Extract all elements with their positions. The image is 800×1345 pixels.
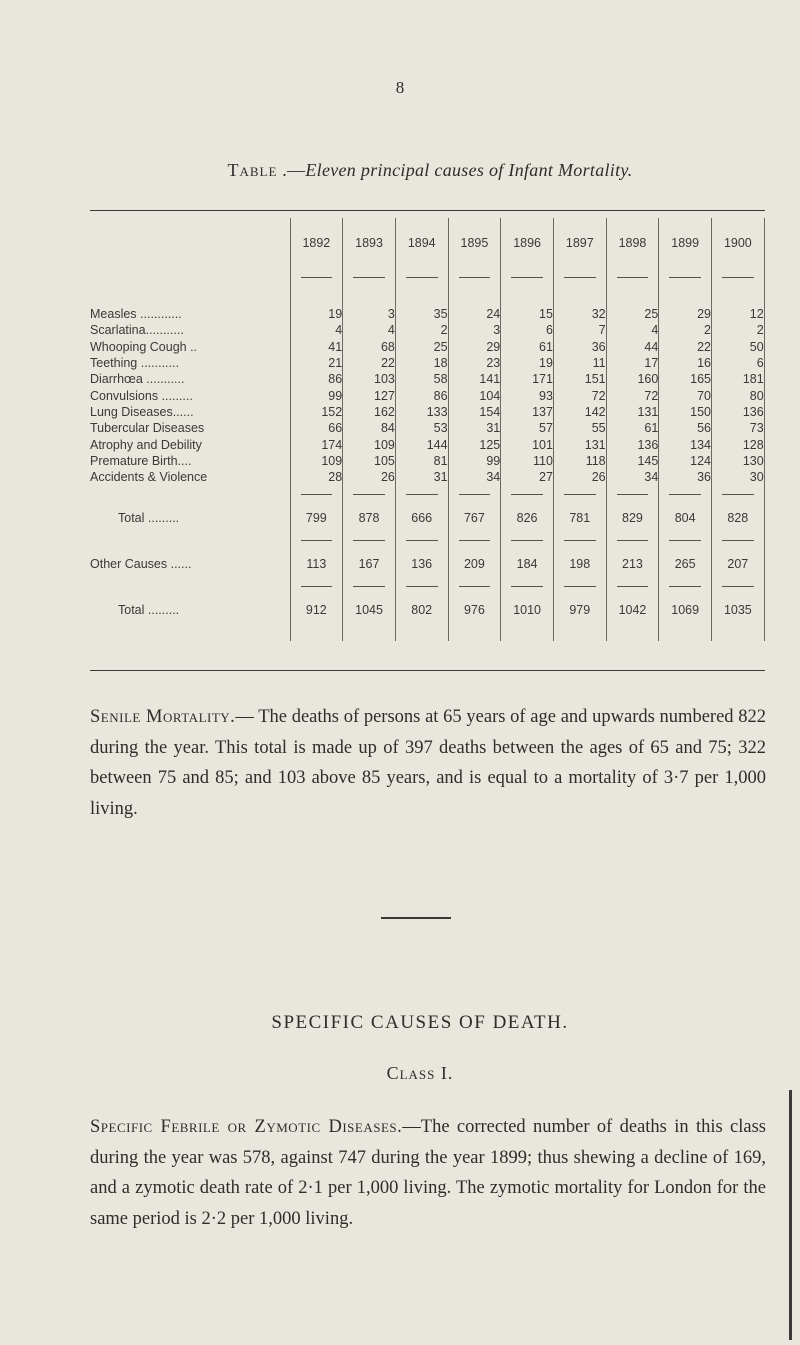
- row-leader-dots: ...........: [142, 372, 185, 387]
- year-header-1893: 1893: [343, 218, 396, 268]
- cell-value: 829: [606, 505, 659, 531]
- cell-value: 104: [448, 387, 501, 403]
- row-leader-dots: .........: [158, 388, 193, 403]
- table-bottom-rule: [90, 670, 765, 671]
- cell-value: 61: [501, 339, 554, 355]
- cell-value: 34: [606, 469, 659, 485]
- cell-value: 144: [395, 436, 448, 452]
- cell-value: 2: [659, 322, 712, 338]
- cell-value: 36: [553, 339, 606, 355]
- cell-value: 198: [553, 551, 606, 577]
- cell-value: 7: [553, 322, 606, 338]
- row-label: Accidents & Violence: [90, 470, 208, 485]
- year-header-1899: 1899: [659, 218, 712, 268]
- row-leader-dots: ...........: [137, 356, 179, 371]
- cell-value: 36: [659, 469, 712, 485]
- cell-value: 141: [448, 371, 501, 387]
- table-caption-sep: .—: [277, 160, 306, 180]
- cell-value: 84: [343, 420, 396, 436]
- cell-value: 28: [290, 469, 343, 485]
- spacer-row: [90, 288, 764, 306]
- cell-value: 878: [343, 505, 396, 531]
- cell-value: 171: [501, 371, 554, 387]
- cell-value: 124: [659, 453, 712, 469]
- cell-value: 1035: [712, 597, 765, 623]
- table-caption-title: Eleven principal causes of Infant Mortality.: [305, 160, 633, 180]
- table-body: [90, 268, 764, 641]
- year-header-1900: 1900: [712, 218, 765, 268]
- row-label: Diarrhœa: [90, 372, 143, 387]
- cell-value: 1042: [606, 597, 659, 623]
- cell-value: 99: [290, 387, 343, 403]
- table-row: [90, 355, 764, 371]
- row-leader-dots: ......: [172, 404, 194, 419]
- cell-value: 68: [343, 339, 396, 355]
- cell-value: 80: [712, 387, 765, 403]
- cell-value: 26: [343, 469, 396, 485]
- cell-value: 29: [448, 339, 501, 355]
- row-leader-dots: .........: [144, 511, 180, 526]
- cell-value: 50: [712, 339, 765, 355]
- year-header-1896: 1896: [501, 218, 554, 268]
- cell-value: 4: [343, 322, 396, 338]
- subtotal-rule-row: [90, 485, 764, 505]
- row-label: Total: [118, 511, 145, 526]
- bottom-spacer-row: [90, 623, 764, 641]
- cell-value: 19: [290, 306, 343, 322]
- cell-value: 57: [501, 420, 554, 436]
- cell-value: 25: [606, 306, 659, 322]
- cell-value: 109: [290, 453, 343, 469]
- cell-value: 142: [553, 404, 606, 420]
- cell-value: 103: [343, 371, 396, 387]
- cell-value: 31: [395, 469, 448, 485]
- header-blank: [90, 218, 290, 268]
- page-number: 8: [395, 78, 405, 97]
- table-top-rule: [90, 210, 765, 211]
- row-label: Premature Birth: [90, 453, 178, 468]
- table-row: [90, 387, 764, 403]
- cell-value: 137: [501, 404, 554, 420]
- cell-value: 979: [553, 597, 606, 623]
- cell-value: 34: [448, 469, 501, 485]
- cell-value: 154: [448, 404, 501, 420]
- table-caption-lead: Table: [227, 160, 278, 180]
- cell-value: 125: [448, 436, 501, 452]
- cell-value: 11: [553, 355, 606, 371]
- row-leader-dots: ............: [136, 307, 182, 322]
- cell-value: 4: [606, 322, 659, 338]
- cell-value: 3: [448, 322, 501, 338]
- table-row: [90, 306, 764, 322]
- zymotic-heading: Specific Febrile or Zymotic Diseases.: [90, 1117, 403, 1137]
- row-leader-dots: ......: [167, 557, 192, 572]
- row-label: Scarlatina: [90, 323, 146, 338]
- row-label: Whooping Cough: [90, 339, 187, 354]
- cell-value: 41: [290, 339, 343, 355]
- grand-total-row: [90, 597, 764, 623]
- cell-value: 22: [659, 339, 712, 355]
- cell-value: 30: [712, 469, 765, 485]
- cell-value: 99: [448, 453, 501, 469]
- cell-value: 2: [712, 322, 765, 338]
- cell-value: 81: [395, 453, 448, 469]
- table-row: [90, 371, 764, 387]
- cell-value: 136: [606, 436, 659, 452]
- cell-value: 109: [343, 436, 396, 452]
- cell-value: 105: [343, 453, 396, 469]
- cell-value: 1010: [501, 597, 554, 623]
- year-header-1898: 1898: [606, 218, 659, 268]
- cell-value: 799: [290, 505, 343, 531]
- cell-value: 21: [290, 355, 343, 371]
- senile-text: — The deaths of persons at 65 years of age and upwards numbered 822 during the year. This total is made up of 397 deaths between the ages of 65 and 75; 322 between 75 and 85; and 103 above 85 years, and is equal to a mortality of 3·7 per 1,000 living.: [90, 707, 767, 819]
- year-header-1895: 1895: [448, 218, 501, 268]
- cell-value: 16: [659, 355, 712, 371]
- cell-value: 24: [448, 306, 501, 322]
- cell-value: 73: [712, 420, 765, 436]
- cell-value: 12: [712, 306, 765, 322]
- cell-value: 32: [553, 306, 606, 322]
- cell-value: 162: [343, 404, 396, 420]
- cell-value: 209: [448, 551, 501, 577]
- total-rule-row: [90, 531, 764, 551]
- cell-value: 2: [395, 322, 448, 338]
- header-underline-row: [90, 268, 764, 288]
- cell-value: 86: [395, 387, 448, 403]
- cell-value: 17: [606, 355, 659, 371]
- cell-value: 133: [395, 404, 448, 420]
- cell-value: 165: [659, 371, 712, 387]
- cell-value: 6: [712, 355, 765, 371]
- cell-value: 152: [290, 404, 343, 420]
- row-label: Measles: [90, 307, 137, 322]
- cell-value: 184: [501, 551, 554, 577]
- cell-value: 151: [553, 371, 606, 387]
- cell-value: 15: [501, 306, 554, 322]
- mortality-grid: [90, 218, 765, 641]
- cell-value: 56: [659, 420, 712, 436]
- cell-value: 213: [606, 551, 659, 577]
- cell-value: 66: [290, 420, 343, 436]
- cell-value: 93: [501, 387, 554, 403]
- cell-value: 1045: [343, 597, 396, 623]
- cell-value: 828: [712, 505, 765, 531]
- table-row: [90, 322, 764, 338]
- cell-value: 72: [553, 387, 606, 403]
- cell-value: 666: [395, 505, 448, 531]
- cell-value: 136: [395, 551, 448, 577]
- cell-value: 19: [501, 355, 554, 371]
- page-edge-mark: [789, 1090, 792, 1340]
- cell-value: 128: [712, 436, 765, 452]
- other-rule-row: [90, 577, 764, 597]
- year-header-1897: 1897: [553, 218, 606, 268]
- cell-value: 4: [290, 322, 343, 338]
- cell-value: 27: [501, 469, 554, 485]
- zymotic-paragraph: [90, 1112, 766, 1234]
- cell-value: 976: [448, 597, 501, 623]
- row-label: Other Causes: [90, 557, 168, 572]
- cell-value: 167: [343, 551, 396, 577]
- year-header-row: [90, 218, 764, 268]
- cell-value: 61: [606, 420, 659, 436]
- cell-value: 150: [659, 404, 712, 420]
- cell-value: 826: [501, 505, 554, 531]
- cell-value: 29: [659, 306, 712, 322]
- cell-value: 72: [606, 387, 659, 403]
- cell-value: 207: [712, 551, 765, 577]
- cell-value: 3: [343, 306, 396, 322]
- cell-value: 22: [343, 355, 396, 371]
- cell-value: 134: [659, 436, 712, 452]
- cell-value: 802: [395, 597, 448, 623]
- year-header-1894: 1894: [395, 218, 448, 268]
- row-leader-dots: ...........: [145, 323, 184, 338]
- cell-value: 767: [448, 505, 501, 531]
- table-caption: [0, 160, 800, 181]
- cell-value: 804: [659, 505, 712, 531]
- cell-value: 44: [606, 339, 659, 355]
- cell-value: 912: [290, 597, 343, 623]
- row-leader-dots: .........: [144, 603, 180, 618]
- cell-value: 130: [712, 453, 765, 469]
- table-row: [90, 436, 764, 452]
- table-row: [90, 469, 764, 485]
- cell-value: 31: [448, 420, 501, 436]
- cell-value: 35: [395, 306, 448, 322]
- table-row: [90, 404, 764, 420]
- cell-value: 25: [395, 339, 448, 355]
- row-label: Atrophy and Debility: [90, 437, 202, 452]
- year-header-1892: 1892: [290, 218, 343, 268]
- cell-value: 26: [553, 469, 606, 485]
- table-row: [90, 420, 764, 436]
- row-label: Tubercular Diseases: [90, 421, 205, 436]
- cell-value: 70: [659, 387, 712, 403]
- row-leader-dots: ..: [186, 339, 198, 354]
- cell-value: 136: [712, 404, 765, 420]
- cell-value: 131: [606, 404, 659, 420]
- row-label: Lung Diseases: [90, 404, 173, 419]
- cell-value: 18: [395, 355, 448, 371]
- cell-value: 86: [290, 371, 343, 387]
- class-heading: Class I.: [386, 1063, 454, 1083]
- cell-value: 265: [659, 551, 712, 577]
- zymotic-text: —The corrected number of deaths in this class during the year was 578, against 747 during the year 1899; thus shewing a decline of 169, and a zymotic death rate of 2·1 per 1,000 living. The zymotic mortality for London for the same period is 2·2 per 1,000 living.: [90, 1117, 766, 1229]
- cell-value: 131: [553, 436, 606, 452]
- section-divider: [381, 917, 451, 919]
- senile-mortality-paragraph: [90, 702, 766, 824]
- cell-value: 181: [712, 371, 765, 387]
- cell-value: 23: [448, 355, 501, 371]
- cell-value: 53: [395, 420, 448, 436]
- cell-value: 160: [606, 371, 659, 387]
- cell-value: 127: [343, 387, 396, 403]
- row-label: Convulsions: [90, 388, 159, 403]
- cell-value: 1069: [659, 597, 712, 623]
- cell-value: 101: [501, 436, 554, 452]
- row-leader-dots: ....: [177, 453, 192, 468]
- senile-heading: Senile Mortality.: [90, 707, 236, 727]
- cell-value: 6: [501, 322, 554, 338]
- cell-value: 118: [553, 453, 606, 469]
- cell-value: 110: [501, 453, 554, 469]
- other-causes-row: [90, 551, 764, 577]
- specific-causes-heading: SPECIFIC CAUSES OF DEATH.: [271, 1012, 569, 1033]
- total-row: [90, 505, 764, 531]
- cell-value: 174: [290, 436, 343, 452]
- cell-value: 58: [395, 371, 448, 387]
- cell-value: 145: [606, 453, 659, 469]
- cell-value: 113: [290, 551, 343, 577]
- row-label: Total: [118, 603, 145, 618]
- cell-value: 781: [553, 505, 606, 531]
- row-label: Teething: [90, 356, 138, 371]
- cell-value: 55: [553, 420, 606, 436]
- table-row: [90, 453, 764, 469]
- table-row: [90, 339, 764, 355]
